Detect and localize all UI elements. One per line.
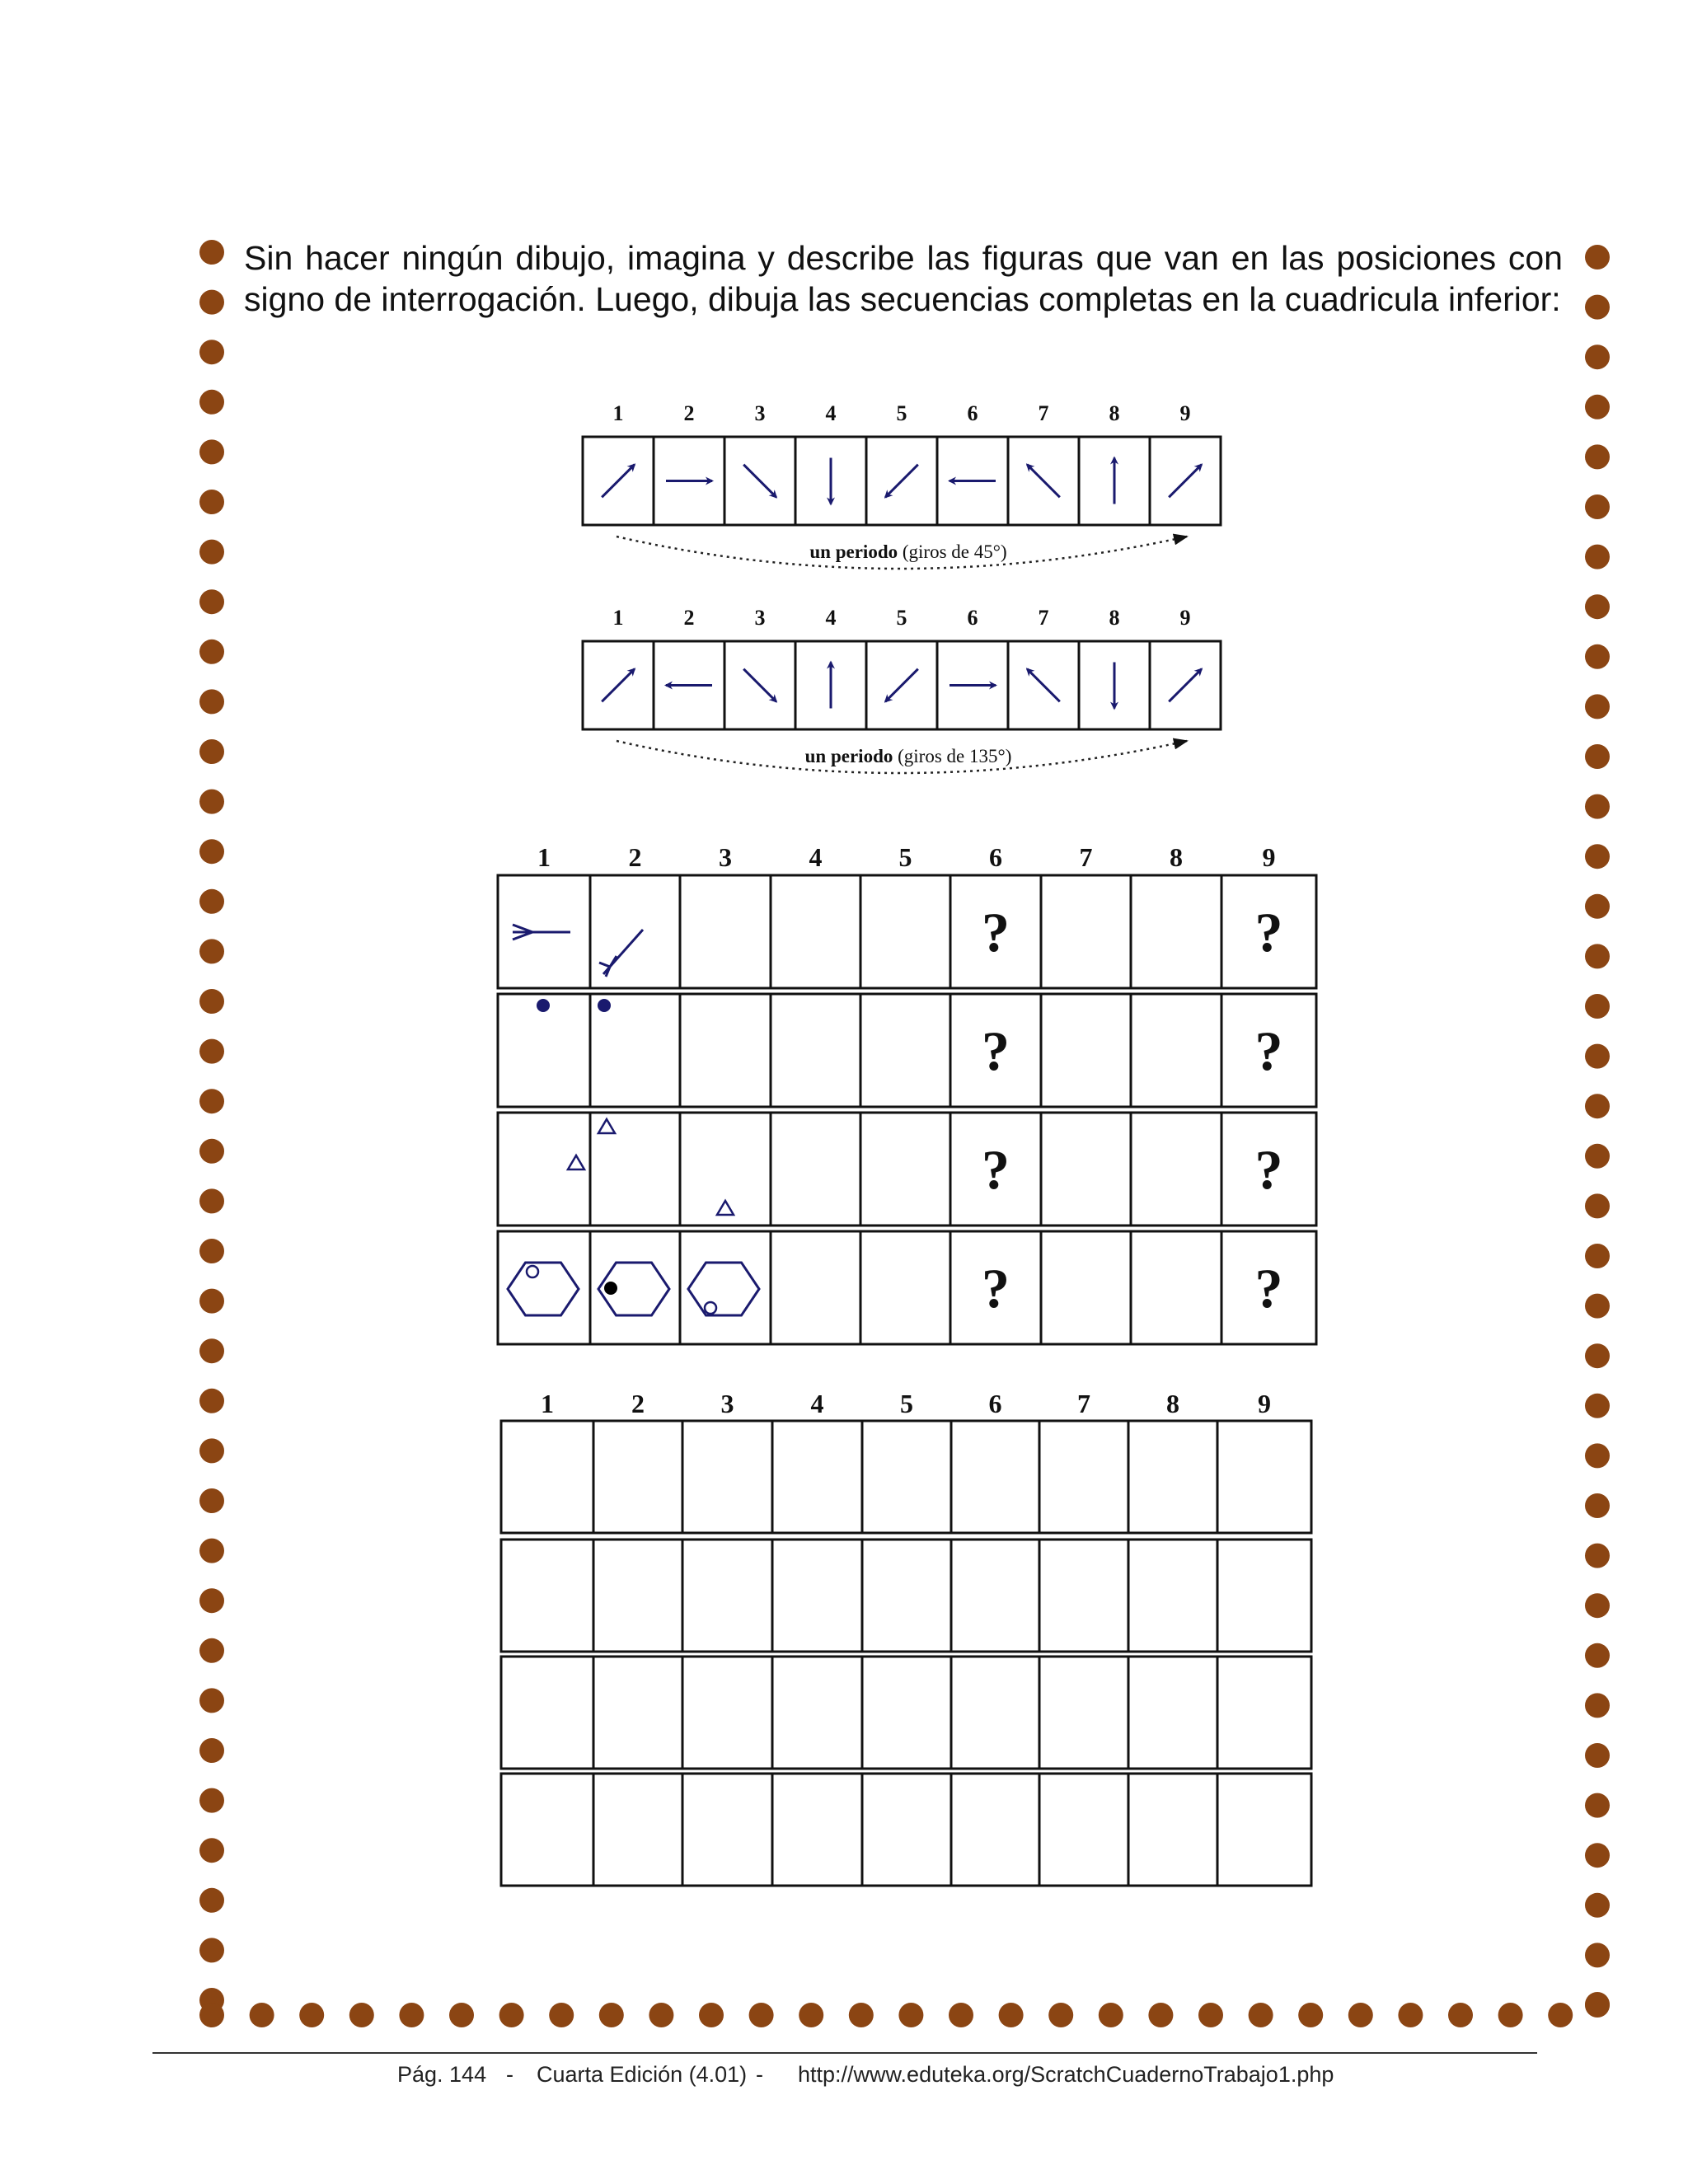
hexagon-with-circle-icon <box>508 1263 579 1315</box>
question-mark: ? <box>1254 901 1283 963</box>
question-mark: ? <box>982 1138 1010 1201</box>
sequence-cell <box>771 1113 860 1226</box>
arrow-up-right-icon <box>602 465 635 498</box>
sequence-cell <box>860 875 950 988</box>
position-number: 5 <box>898 842 912 872</box>
answer-cell <box>1128 1774 1217 1886</box>
period-caption-rest: (giros de 135°) <box>893 746 1012 766</box>
answer-cell <box>1039 1540 1128 1652</box>
sequence-cell <box>771 994 860 1107</box>
answer-cell <box>501 1774 593 1886</box>
arrow-down-right-icon <box>743 465 776 498</box>
answer-cell <box>593 1540 682 1652</box>
position-number: 1 <box>541 1389 554 1418</box>
sequence-cell <box>1041 875 1131 988</box>
position-number: 4 <box>825 606 837 630</box>
arrow-down-left-icon <box>885 465 918 498</box>
position-number: 5 <box>896 401 907 425</box>
sequence-cell <box>1131 1231 1221 1344</box>
answer-cell <box>682 1540 772 1652</box>
page-footer <box>0 2062 1688 2095</box>
dart-fletching <box>599 956 617 977</box>
position-number: 8 <box>1166 1389 1179 1418</box>
triangle-icon <box>568 1155 584 1169</box>
position-number: 8 <box>1109 401 1120 425</box>
sequence-cell <box>680 994 771 1107</box>
answer-cell <box>682 1657 772 1769</box>
answer-cell <box>501 1421 593 1533</box>
answer-cell <box>1128 1421 1217 1533</box>
sequence-cell <box>1041 1113 1131 1226</box>
hexagon-with-circle-icon <box>688 1263 759 1315</box>
position-number: 2 <box>628 842 642 872</box>
arrow-up-right-icon <box>1169 465 1202 498</box>
answer-cell <box>862 1421 951 1533</box>
example-strip-45 <box>583 401 1221 569</box>
answer-grid <box>501 1389 1311 1886</box>
answer-cell <box>1128 1540 1217 1652</box>
footer-separator: - <box>756 2062 763 2087</box>
position-number: 7 <box>1079 842 1093 872</box>
position-number: 5 <box>900 1389 913 1418</box>
period-caption <box>805 746 1012 766</box>
answer-cell <box>1217 1540 1311 1652</box>
page-number: Pág. 144 <box>397 2062 487 2087</box>
circle-marker <box>705 1302 716 1314</box>
sequence-cell <box>860 1113 950 1226</box>
answer-cell <box>1217 1774 1311 1886</box>
position-number: 9 <box>1262 842 1276 872</box>
arrow-up-right-icon <box>1169 669 1202 702</box>
position-number: 3 <box>720 1389 734 1418</box>
position-number: 2 <box>631 1389 645 1418</box>
question-mark: ? <box>982 1019 1010 1082</box>
position-number: 3 <box>754 606 766 630</box>
answer-cell <box>772 1421 862 1533</box>
dot-icon <box>537 999 550 1012</box>
position-number: 8 <box>1170 842 1183 872</box>
sequence-cell <box>1131 994 1221 1107</box>
answer-cell <box>593 1421 682 1533</box>
sequence-cell <box>590 875 680 988</box>
answer-cell <box>501 1540 593 1652</box>
sequence-row-hexagon <box>498 1231 1316 1344</box>
example-strip-135 <box>583 606 1221 773</box>
triangle-icon <box>598 1119 615 1133</box>
question-mark: ? <box>982 901 1010 963</box>
answer-cell <box>862 1657 951 1769</box>
position-number: 3 <box>754 401 766 425</box>
arrow-up-left-icon <box>1027 465 1060 498</box>
answer-cell <box>501 1657 593 1769</box>
answer-cell <box>951 1657 1039 1769</box>
sequence-cell <box>1041 1231 1131 1344</box>
question-mark: ? <box>1254 1257 1283 1319</box>
question-mark: ? <box>1254 1138 1283 1201</box>
footer-rule <box>152 2052 1537 2054</box>
answer-cell <box>1128 1657 1217 1769</box>
period-caption-rest: (giros de 45°) <box>898 541 1007 562</box>
answer-cell <box>772 1774 862 1886</box>
answer-cell <box>862 1774 951 1886</box>
answer-cell <box>951 1774 1039 1886</box>
position-number: 5 <box>896 606 907 630</box>
answer-cell <box>682 1774 772 1886</box>
answer-cell <box>1217 1657 1311 1769</box>
sequence-cell <box>590 1231 680 1344</box>
circle-marker <box>527 1266 538 1277</box>
position-number: 2 <box>683 401 695 425</box>
sequence-cell <box>1131 1113 1221 1226</box>
dot-marker <box>604 1282 617 1295</box>
position-number: 9 <box>1179 401 1191 425</box>
sequence-cell <box>1041 994 1131 1107</box>
answer-cell <box>1039 1774 1128 1886</box>
edition-label: Cuarta Edición (4.01) <box>537 2062 748 2087</box>
source-url: http://www.eduteka.org/ScratchCuadernoTrabajo1.php <box>798 2062 1334 2087</box>
answer-cell <box>951 1540 1039 1652</box>
position-number: 6 <box>988 1389 1002 1418</box>
answer-cell <box>1039 1421 1128 1533</box>
answer-cell <box>951 1421 1039 1533</box>
sequence-cell <box>1131 875 1221 988</box>
answer-cell <box>1039 1657 1128 1769</box>
sequence-cell <box>771 875 860 988</box>
footer-separator: - <box>506 2062 513 2087</box>
sequence-row-dart <box>498 875 1316 988</box>
sequence-cell <box>860 1231 950 1344</box>
position-number: 3 <box>719 842 732 872</box>
arrow-down-left-icon <box>885 669 918 702</box>
answer-cell <box>772 1540 862 1652</box>
position-number: 6 <box>967 401 978 425</box>
answer-cell <box>682 1421 772 1533</box>
position-number: 7 <box>1077 1389 1090 1418</box>
sequence-cell <box>860 994 950 1107</box>
sequence-cell <box>680 875 771 988</box>
arrow-down-right-icon <box>743 669 776 702</box>
position-number: 6 <box>967 606 978 630</box>
arrow-up-left-icon <box>1027 669 1060 702</box>
instruction-text: Sin hacer ningún dibujo, imagina y describe las figuras que van en las posiciones con signo de interrogación. Luego, dibuja las secuencias completas en la cuadricula inferior: <box>244 239 1563 318</box>
period-caption <box>809 541 1006 562</box>
position-number: 4 <box>810 1389 824 1418</box>
period-caption-bold: un periodo <box>804 746 893 766</box>
sequence-cell <box>680 1113 771 1226</box>
position-number: 9 <box>1179 606 1191 630</box>
period-caption-bold: un periodo <box>809 541 898 562</box>
answer-cell <box>862 1540 951 1652</box>
answer-cell <box>593 1774 682 1886</box>
position-number: 6 <box>989 842 1002 872</box>
arrow-up-right-icon <box>602 669 635 702</box>
position-number: 8 <box>1109 606 1120 630</box>
sequence-row-dot <box>498 994 1316 1107</box>
answer-cell <box>593 1657 682 1769</box>
position-number: 7 <box>1038 401 1049 425</box>
triangle-icon <box>717 1201 734 1215</box>
answer-cell <box>1217 1421 1311 1533</box>
position-number: 4 <box>825 401 837 425</box>
exercise-grid <box>498 842 1316 1344</box>
position-number: 1 <box>612 606 624 630</box>
sequence-cell <box>771 1231 860 1344</box>
question-mark: ? <box>982 1257 1010 1319</box>
sequence-row-triangle <box>498 1113 1316 1226</box>
question-mark: ? <box>1254 1019 1283 1082</box>
position-number: 4 <box>809 842 823 872</box>
position-number: 1 <box>612 401 624 425</box>
position-number: 7 <box>1038 606 1049 630</box>
dot-icon <box>598 999 611 1012</box>
answer-cell <box>772 1657 862 1769</box>
position-number: 2 <box>683 606 695 630</box>
sequence-cell <box>590 1113 680 1226</box>
position-number: 1 <box>537 842 551 872</box>
position-number: 9 <box>1258 1389 1271 1418</box>
